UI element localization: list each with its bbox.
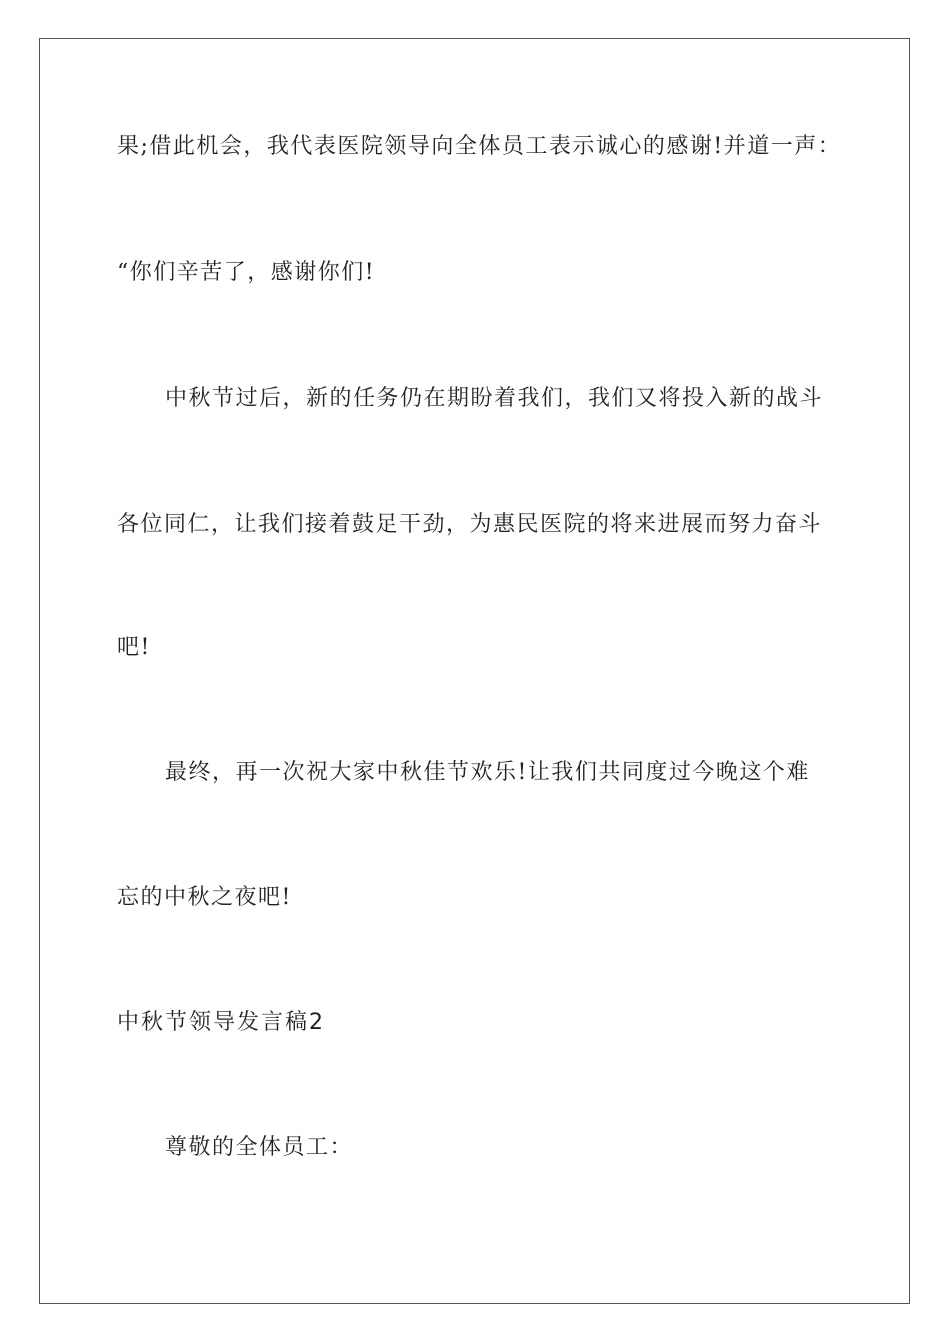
text-line-2: “你们辛苦了，感谢你们! <box>117 260 376 285</box>
text-line-5: 吧! <box>117 635 151 660</box>
text-line-1: 果;借此机会，我代表医院领导向全体员工表示诚心的感谢!并道一声： <box>117 134 842 159</box>
paragraph-start-6: 最终，再一次祝大家中秋佳节欢乐!让我们共同度过今晚这个难 <box>165 760 810 785</box>
text-line-4: 各位同仁，让我们接着鼓足干劲，为惠民医院的将来进展而努力奋斗 <box>117 512 823 537</box>
text-line-7: 忘的中秋之夜吧! <box>117 885 292 910</box>
section-heading: 中秋节领导发言稿2 <box>117 1010 325 1035</box>
paragraph-start-3: 中秋节过后，新的任务仍在期盼着我们，我们又将投入新的战斗 <box>165 386 824 411</box>
salutation: 尊敬的全体员工： <box>165 1135 354 1160</box>
page-border <box>39 38 910 1304</box>
